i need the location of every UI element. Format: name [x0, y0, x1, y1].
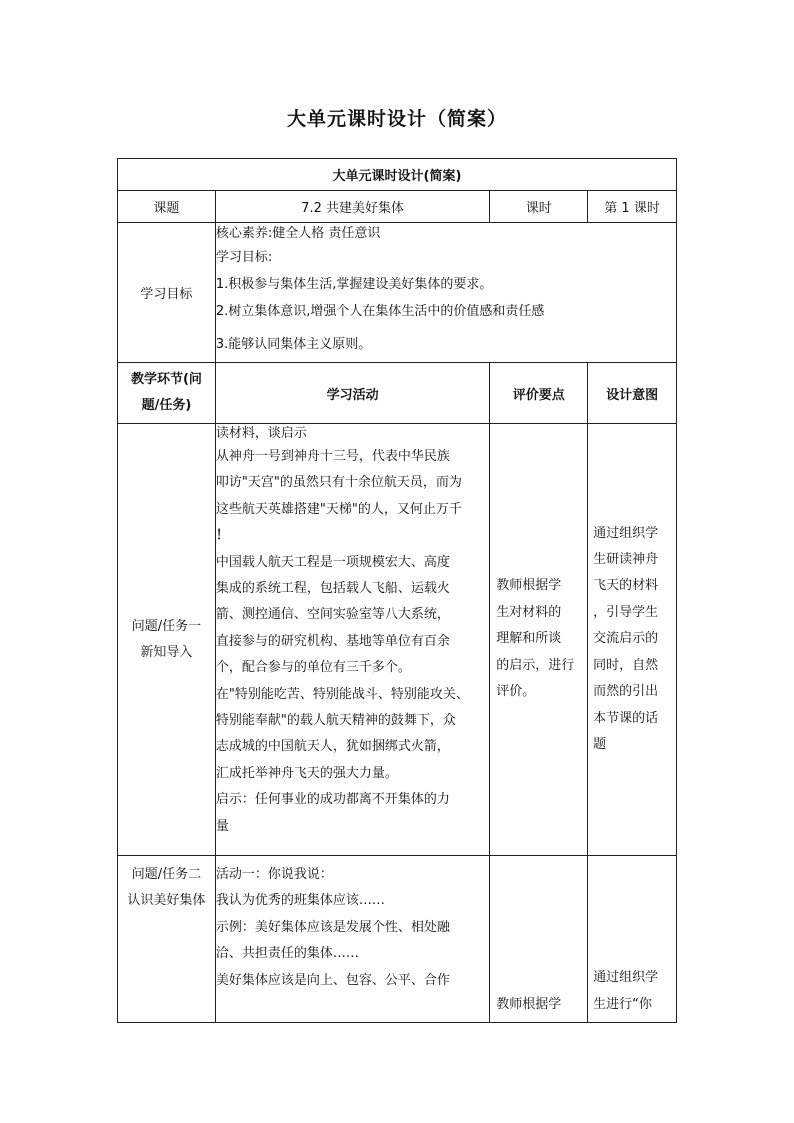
objective-line: 3.能够认同集体主义原则。 [215, 337, 372, 352]
intent-line: 飞天的材料 [593, 578, 659, 594]
col-activity-header: 学习活动 [215, 363, 489, 424]
col-evaluation-header: 评价要点 [490, 363, 588, 424]
activity-line: 我认为优秀的班集体应该…… [215, 893, 385, 909]
evaluation-line: 教师根据学 [496, 578, 562, 594]
objective-line: 2.树立集体意识,增强个人在集体生活中的价值感和责任感 [215, 304, 545, 319]
intent-line: 而然的引出 [593, 684, 659, 700]
topic-row [118, 191, 677, 223]
activity-line: 箭、测控通信、空间实验室等八大系统， [215, 607, 450, 623]
column-header-row [118, 363, 677, 424]
task2-evaluation [490, 856, 588, 1023]
intent-line: 生进行“你 [593, 996, 652, 1012]
activity-line: 汇成托举神舟飞天的强大力量。 [215, 765, 398, 781]
evaluation-line: 生对材料的 [496, 604, 562, 620]
activity-line: ！ [215, 528, 229, 544]
intent-line: 本节课的话 [593, 710, 659, 726]
evaluation-line: 的启示，进行 [496, 657, 575, 673]
col-stage-line: 教学环节(问 [130, 372, 202, 387]
col-stage-line: 题/任务) [141, 398, 192, 413]
objective-line: 核心素养:健全人格 责任意识 [215, 226, 381, 241]
task1-stage [118, 424, 216, 856]
activity-line: 个，配合参与的单位有三千多个。 [215, 660, 411, 676]
activity-line: 读材料，谈启示 [215, 426, 307, 441]
task1-activity [215, 424, 489, 856]
evaluation-line: 评价。 [496, 684, 536, 700]
activity-line: 美好集体应该是向上、包容、公平、合作 [215, 972, 450, 988]
intent-line: 同时，自然 [593, 657, 659, 673]
intent-line: 通过组织学 [593, 970, 659, 986]
intent-line: 交流启示的 [593, 631, 659, 647]
period-label: 课时 [490, 191, 588, 223]
lesson-plan-table [117, 158, 677, 1023]
activity-line: 集成的系统工程，包括载人飞船、运载火 [215, 581, 450, 597]
col-intent-header: 设计意图 [588, 363, 677, 424]
activity-line: 示例：美好集体应该是发展个性、相处融 [215, 919, 450, 935]
activity-line: 从神舟一号到神舟十三号，代表中华民族 [215, 449, 450, 464]
task2-activity [215, 856, 489, 1023]
task1-intent [588, 424, 677, 856]
activity-line: 在"特别能吃苦、特别能战斗、特别能攻关、 [215, 686, 469, 702]
topic-value: 7.2 共建美好集体 [215, 191, 489, 223]
intent-line: 生研读神舟 [593, 552, 659, 568]
evaluation-line: 教师根据学 [496, 996, 562, 1012]
activity-line: 洽、共担责任的集体…… [215, 946, 359, 962]
task2-row [118, 856, 677, 1023]
evaluation-line: 理解和所谈 [496, 631, 562, 647]
objectives-row [118, 223, 677, 363]
intent-line: ，引导学生 [593, 604, 659, 620]
objective-line: 1.积极参与集体生活,掌握建设美好集体的要求。 [215, 277, 493, 292]
objective-line: 学习目标: [215, 250, 273, 265]
stage-line: 问题/任务二 [131, 867, 202, 882]
activity-line: 特别能奉献"的载人航天精神的鼓舞下，众 [215, 713, 456, 729]
stage-line: 问题/任务一 [131, 618, 202, 634]
activity-line: 这些航天英雄搭建"天梯"的人，又何止万千 [215, 501, 462, 517]
activity-line: 活动一：你说我说： [215, 867, 333, 882]
task1-row [118, 424, 677, 856]
activity-line: 量 [215, 818, 229, 834]
activity-line: 志成城的中国航天人，犹如捆绑式火箭， [215, 739, 450, 755]
activity-line: 中国载人航天工程是一项规模宏大、高度 [215, 554, 450, 570]
period-value: 第 1 课时 [588, 191, 677, 223]
intent-line: 题 [593, 736, 607, 752]
table-header-row [118, 159, 677, 191]
activity-line: 启示：任何事业的成功都离不开集体的力 [215, 792, 450, 808]
table-header: 大单元课时设计(简案) [118, 159, 677, 191]
col-stage-header [118, 363, 216, 424]
task2-intent [588, 856, 677, 1023]
stage-line: 新知导入 [140, 644, 193, 660]
activity-line: 直接参与的研究机构、基地等单位有百余 [215, 633, 450, 649]
objectives-label: 学习目标 [118, 223, 216, 363]
activity-line: 叩访"天宫"的虽然只有十余位航天员，而为 [215, 475, 462, 491]
task2-stage [118, 856, 216, 1023]
page-title: 大单元课时设计（简案） [286, 108, 507, 130]
stage-line: 认识美好集体 [127, 893, 206, 908]
intent-line: 通过组织学 [593, 525, 659, 541]
topic-label: 课题 [118, 191, 216, 223]
objectives-content [215, 223, 676, 363]
task1-evaluation [490, 424, 588, 856]
